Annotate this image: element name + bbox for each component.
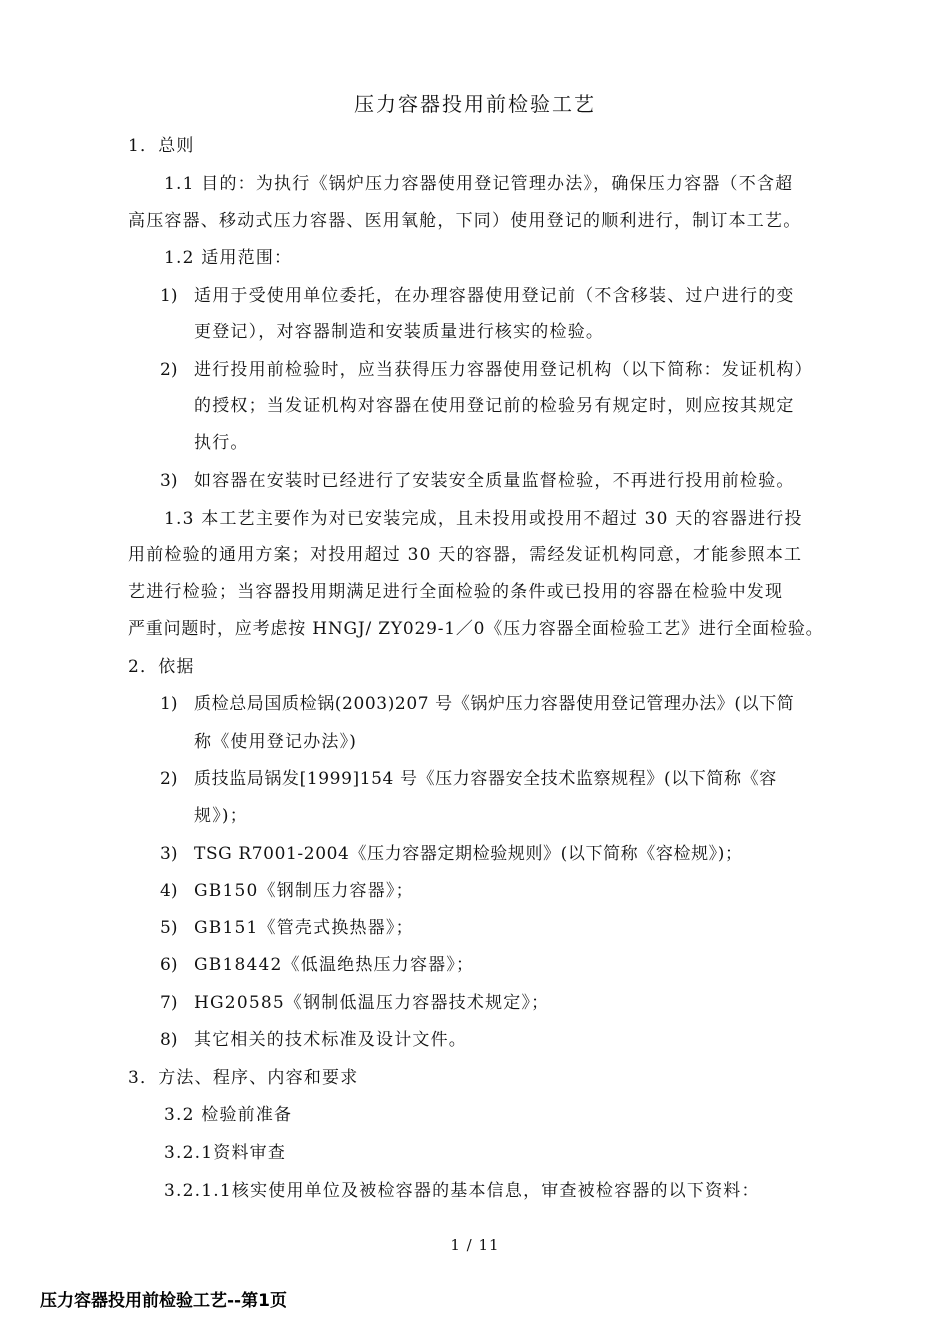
list-item-text: 更登记），对容器制造和安装质量进行核实的检验。 [194,322,605,342]
list-item-number: 2) [160,360,178,380]
list-item-text: 其它相关的技术标准及设计文件。 [194,1030,467,1050]
list-item-number: 2) [160,769,178,789]
paragraph-1-1-line-1: 1.1 目的：为执行《锅炉压力容器使用登记管理办法》，确保压力容器（不含超 [164,174,794,194]
list-item-text: 质技监局锅发[1999]154 号《压力容器安全技术监察规程》(以下简称《容 [194,769,777,789]
paragraph-3-2-1-1: 3.2.1.1核实使用单位及被检容器的基本信息，审查被检容器的以下资料： [164,1181,760,1201]
list-item-number: 6) [160,955,178,975]
list-item-number: 3) [160,844,178,864]
list-item-text: 质检总局国质检锅(2003)207 号《锅炉压力容器使用登记管理办法》(以下简 [194,694,795,714]
section-2-heading: 2．依据 [128,657,195,677]
list-item-text: 进行投用前检验时，应当获得压力容器使用登记机构（以下简称：发证机构） [194,360,813,380]
paragraph-3-2: 3.2 检验前准备 [164,1105,293,1125]
page-footer: 压力容器投用前检验工艺--第1页 [40,1291,287,1311]
list-item-number: 1) [160,694,178,714]
paragraph-3-2-1: 3.2.1资料审查 [164,1143,287,1163]
list-item-number: 8) [160,1030,178,1050]
list-item-text: 适用于受使用单位委托，在办理容器使用登记前（不含移装、过户进行的变 [194,286,795,306]
paragraph-1-3-line-1: 1.3 本工艺主要作为对已安装完成，且未投用或投用不超过 30 天的容器进行投 [164,509,803,529]
list-item-text: TSG R7001-2004《压力容器定期检验规则》(以下简称《容检规》)； [194,844,743,864]
list-item-text: GB151《管壳式换热器》； [194,918,414,938]
list-item-text: 的授权；当发证机构对容器在使用登记前的检验另有规定时，则应按其规定 [194,396,795,416]
list-item-text: GB150《钢制压力容器》； [194,881,414,901]
page-number: 1 / 11 [450,1236,500,1254]
list-item-number: 3) [160,471,178,491]
list-item-number: 5) [160,918,178,938]
list-item-text: 规》)； [194,806,248,826]
list-item-text: 执行。 [194,433,249,453]
list-item-number: 1) [160,286,178,306]
paragraph-1-3-line-3: 艺进行检验；当容器投用期满足进行全面检验的条件或已投用的容器在检验中发现 [128,582,784,602]
list-item-number: 7) [160,993,178,1013]
section-1-heading: 1．总则 [128,136,195,156]
paragraph-1-3-line-2: 用前检验的通用方案；对投用超过 30 天的容器，需经发证机构同意，才能参照本工 [128,545,803,565]
paragraph-1-1-line-2: 高压容器、移动式压力容器、医用氧舱，下同）使用登记的顺利进行，制订本工艺。 [128,211,802,231]
section-3-heading: 3．方法、程序、内容和要求 [128,1068,359,1088]
list-item-text: HG20585《钢制低温压力容器技术规定》； [194,993,550,1013]
paragraph-1-2: 1.2 适用范围： [164,248,293,268]
list-item-text: 如容器在安装时已经进行了安装安全质量监督检验，不再进行投用前检验。 [194,471,795,491]
list-item-text: GB18442《低温绝热压力容器》； [194,955,475,975]
document-title: 压力容器投用前检验工艺 [354,92,596,116]
list-item-text: 称《使用登记办法》) [194,732,358,752]
paragraph-1-3-line-4: 严重问题时，应考虑按 HNGJ/ ZY029-1／0《压力容器全面检验工艺》进行全面检验。 [128,619,824,639]
list-item-number: 4) [160,881,178,901]
